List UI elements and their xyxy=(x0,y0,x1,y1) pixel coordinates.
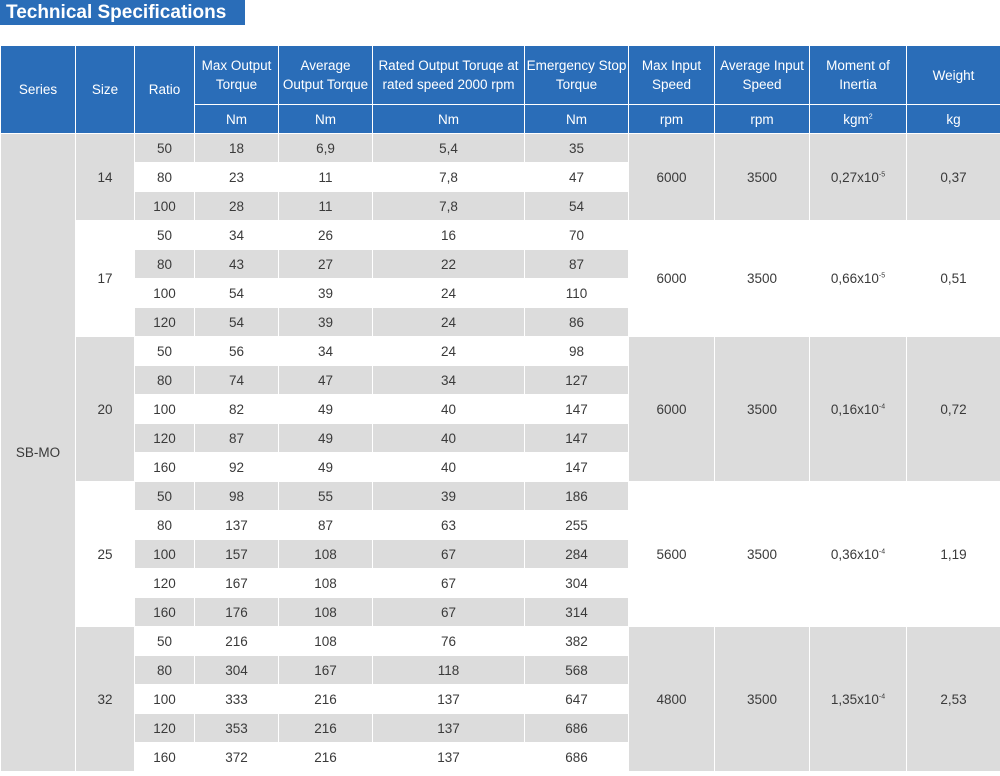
ratio-cell: 160 xyxy=(135,743,195,772)
average-output-torque-cell: 39 xyxy=(279,279,373,308)
average-output-torque-cell: 87 xyxy=(279,511,373,540)
max-output-torque-cell: 333 xyxy=(195,685,279,714)
average-output-torque-cell: 216 xyxy=(279,685,373,714)
unit-emergency-stop-torque: Nm xyxy=(525,105,629,134)
moment-of-inertia-cell xyxy=(810,337,907,482)
inertia-exponent: -4 xyxy=(878,548,886,555)
ratio-cell: 120 xyxy=(135,308,195,337)
inertia-base: 0,27x10 xyxy=(830,169,879,185)
header-weight: Weight xyxy=(907,46,1000,105)
rated-output-torque-cell: 7,8 xyxy=(373,163,525,192)
rated-output-torque-cell: 5,4 xyxy=(373,134,525,163)
weight-cell: 2,53 xyxy=(907,627,1000,772)
max-output-torque-cell: 54 xyxy=(195,308,279,337)
average-output-torque-cell: 39 xyxy=(279,308,373,337)
max-input-speed-cell: 5600 xyxy=(629,482,715,627)
header-average-input-speed: Average Input Speed xyxy=(715,46,810,105)
emergency-stop-torque-cell: 304 xyxy=(525,569,629,598)
weight-cell: 1,19 xyxy=(907,482,1000,627)
page-title: Technical Specifications xyxy=(0,0,245,25)
rated-output-torque-cell: 63 xyxy=(373,511,525,540)
max-output-torque-cell: 216 xyxy=(195,627,279,656)
inertia-base: 0,16x10 xyxy=(830,401,879,417)
unit-average-output-torque: Nm xyxy=(279,105,373,134)
emergency-stop-torque-cell: 47 xyxy=(525,163,629,192)
average-input-speed-cell: 3500 xyxy=(715,134,810,221)
ratio-cell: 50 xyxy=(135,134,195,163)
table-row xyxy=(1,627,1000,656)
emergency-stop-torque-cell: 110 xyxy=(525,279,629,308)
max-output-torque-cell: 372 xyxy=(195,743,279,772)
ratio-cell: 160 xyxy=(135,453,195,482)
inertia-base: 0,36x10 xyxy=(830,546,879,562)
emergency-stop-torque-cell: 86 xyxy=(525,308,629,337)
unit-rated-output-torque: Nm xyxy=(373,105,525,134)
max-input-speed-cell: 6000 xyxy=(629,134,715,221)
emergency-stop-torque-cell: 186 xyxy=(525,482,629,511)
average-input-speed-cell: 3500 xyxy=(715,482,810,627)
max-output-torque-cell: 74 xyxy=(195,366,279,395)
size-cell: 25 xyxy=(76,482,135,627)
moment-of-inertia-cell xyxy=(810,482,907,627)
emergency-stop-torque-cell: 127 xyxy=(525,366,629,395)
size-cell: 17 xyxy=(76,221,135,337)
specifications-table xyxy=(0,45,1000,772)
ratio-cell: 50 xyxy=(135,627,195,656)
ratio-cell: 50 xyxy=(135,482,195,511)
max-output-torque-cell: 167 xyxy=(195,569,279,598)
average-output-torque-cell: 49 xyxy=(279,395,373,424)
ratio-cell: 100 xyxy=(135,540,195,569)
rated-output-torque-cell: 137 xyxy=(373,714,525,743)
average-output-torque-cell: 55 xyxy=(279,482,373,511)
average-output-torque-cell: 26 xyxy=(279,221,373,250)
inertia-exponent: -4 xyxy=(878,403,886,410)
header-emergency-stop-torque: Emergency Stop Torque xyxy=(525,46,629,105)
inertia-exponent: -5 xyxy=(878,171,886,178)
max-output-torque-cell: 98 xyxy=(195,482,279,511)
rated-output-torque-cell: 40 xyxy=(373,453,525,482)
max-output-torque-cell: 157 xyxy=(195,540,279,569)
rated-output-torque-cell: 39 xyxy=(373,482,525,511)
ratio-cell: 100 xyxy=(135,279,195,308)
max-output-torque-cell: 82 xyxy=(195,395,279,424)
header-series: Series xyxy=(1,46,76,134)
weight-cell: 0,37 xyxy=(907,134,1000,221)
ratio-cell: 80 xyxy=(135,511,195,540)
max-output-torque-cell: 28 xyxy=(195,192,279,221)
max-output-torque-cell: 56 xyxy=(195,337,279,366)
unit-weight: kg xyxy=(907,105,1000,134)
rated-output-torque-cell: 24 xyxy=(373,337,525,366)
table-body xyxy=(1,134,1000,772)
emergency-stop-torque-cell: 35 xyxy=(525,134,629,163)
weight-cell: 0,72 xyxy=(907,337,1000,482)
average-output-torque-cell: 27 xyxy=(279,250,373,279)
unit-max-input-speed: rpm xyxy=(629,105,715,134)
rated-output-torque-cell: 40 xyxy=(373,424,525,453)
header-average-output-torque: Average Output Torque xyxy=(279,46,373,105)
moment-of-inertia-cell xyxy=(810,221,907,337)
emergency-stop-torque-cell: 647 xyxy=(525,685,629,714)
ratio-cell: 120 xyxy=(135,424,195,453)
average-output-torque-cell: 108 xyxy=(279,598,373,627)
moment-of-inertia-cell xyxy=(810,627,907,772)
max-output-torque-cell: 23 xyxy=(195,163,279,192)
weight-cell: 0,51 xyxy=(907,221,1000,337)
ratio-cell: 80 xyxy=(135,656,195,685)
emergency-stop-torque-cell: 87 xyxy=(525,250,629,279)
unit-moment-of-inertia xyxy=(810,105,907,134)
rated-output-torque-cell: 22 xyxy=(373,250,525,279)
unit-inertia-exponent: 2 xyxy=(868,113,873,120)
ratio-cell: 100 xyxy=(135,192,195,221)
max-output-torque-cell: 353 xyxy=(195,714,279,743)
emergency-stop-torque-cell: 147 xyxy=(525,453,629,482)
emergency-stop-torque-cell: 314 xyxy=(525,598,629,627)
average-output-torque-cell: 216 xyxy=(279,714,373,743)
size-cell: 14 xyxy=(76,134,135,221)
emergency-stop-torque-cell: 54 xyxy=(525,192,629,221)
ratio-cell: 100 xyxy=(135,395,195,424)
header-row xyxy=(1,46,1000,105)
size-cell: 32 xyxy=(76,627,135,772)
average-input-speed-cell: 3500 xyxy=(715,627,810,772)
average-output-torque-cell: 34 xyxy=(279,337,373,366)
average-input-speed-cell: 3500 xyxy=(715,221,810,337)
rated-output-torque-cell: 67 xyxy=(373,540,525,569)
header-moment-of-inertia: Moment of Inertia xyxy=(810,46,907,105)
unit-average-input-speed: rpm xyxy=(715,105,810,134)
average-output-torque-cell: 167 xyxy=(279,656,373,685)
average-output-torque-cell: 49 xyxy=(279,424,373,453)
max-output-torque-cell: 54 xyxy=(195,279,279,308)
average-output-torque-cell: 108 xyxy=(279,540,373,569)
ratio-cell: 100 xyxy=(135,685,195,714)
ratio-cell: 120 xyxy=(135,714,195,743)
inertia-exponent: -4 xyxy=(878,693,886,700)
table-row xyxy=(1,134,1000,163)
header-rated-output-torque: Rated Output Toruqe at rated speed 2000 rpm xyxy=(373,46,525,105)
rated-output-torque-cell: 40 xyxy=(373,395,525,424)
max-output-torque-cell: 176 xyxy=(195,598,279,627)
average-output-torque-cell: 49 xyxy=(279,453,373,482)
average-output-torque-cell: 108 xyxy=(279,627,373,656)
max-output-torque-cell: 43 xyxy=(195,250,279,279)
ratio-cell: 80 xyxy=(135,163,195,192)
max-output-torque-cell: 304 xyxy=(195,656,279,685)
table-row xyxy=(1,482,1000,511)
rated-output-torque-cell: 137 xyxy=(373,685,525,714)
emergency-stop-torque-cell: 284 xyxy=(525,540,629,569)
rated-output-torque-cell: 24 xyxy=(373,279,525,308)
average-output-torque-cell: 11 xyxy=(279,163,373,192)
rated-output-torque-cell: 76 xyxy=(373,627,525,656)
max-output-torque-cell: 18 xyxy=(195,134,279,163)
average-input-speed-cell: 3500 xyxy=(715,337,810,482)
rated-output-torque-cell: 16 xyxy=(373,221,525,250)
header-size: Size xyxy=(76,46,135,134)
ratio-cell: 80 xyxy=(135,366,195,395)
average-output-torque-cell: 216 xyxy=(279,743,373,772)
emergency-stop-torque-cell: 255 xyxy=(525,511,629,540)
moment-of-inertia-cell xyxy=(810,134,907,221)
emergency-stop-torque-cell: 686 xyxy=(525,743,629,772)
emergency-stop-torque-cell: 382 xyxy=(525,627,629,656)
table-row xyxy=(1,221,1000,250)
rated-output-torque-cell: 137 xyxy=(373,743,525,772)
ratio-cell: 160 xyxy=(135,598,195,627)
rated-output-torque-cell: 118 xyxy=(373,656,525,685)
max-input-speed-cell: 4800 xyxy=(629,627,715,772)
max-input-speed-cell: 6000 xyxy=(629,337,715,482)
series-cell: SB-MO xyxy=(1,134,76,772)
rated-output-torque-cell: 7,8 xyxy=(373,192,525,221)
inertia-base: 1,35x10 xyxy=(830,691,879,707)
rated-output-torque-cell: 67 xyxy=(373,569,525,598)
ratio-cell: 50 xyxy=(135,221,195,250)
max-output-torque-cell: 92 xyxy=(195,453,279,482)
emergency-stop-torque-cell: 98 xyxy=(525,337,629,366)
rated-output-torque-cell: 67 xyxy=(373,598,525,627)
max-output-torque-cell: 87 xyxy=(195,424,279,453)
emergency-stop-torque-cell: 70 xyxy=(525,221,629,250)
header-max-input-speed: Max Input Speed xyxy=(629,46,715,105)
rated-output-torque-cell: 24 xyxy=(373,308,525,337)
header-ratio: Ratio xyxy=(135,46,195,134)
ratio-cell: 50 xyxy=(135,337,195,366)
inertia-base: 0,66x10 xyxy=(830,271,879,286)
rated-output-torque-cell: 34 xyxy=(373,366,525,395)
average-output-torque-cell: 108 xyxy=(279,569,373,598)
header-max-output-torque: Max Output Torque xyxy=(195,46,279,105)
average-output-torque-cell: 47 xyxy=(279,366,373,395)
max-input-speed-cell: 6000 xyxy=(629,221,715,337)
ratio-cell: 120 xyxy=(135,569,195,598)
emergency-stop-torque-cell: 568 xyxy=(525,656,629,685)
emergency-stop-torque-cell: 147 xyxy=(525,395,629,424)
ratio-cell: 80 xyxy=(135,250,195,279)
max-output-torque-cell: 34 xyxy=(195,221,279,250)
table-row xyxy=(1,337,1000,366)
unit-inertia-base: kgm xyxy=(843,111,869,127)
unit-max-output-torque: Nm xyxy=(195,105,279,134)
emergency-stop-torque-cell: 686 xyxy=(525,714,629,743)
emergency-stop-torque-cell: 147 xyxy=(525,424,629,453)
size-cell: 20 xyxy=(76,337,135,482)
inertia-exponent: -5 xyxy=(878,272,886,280)
average-output-torque-cell: 6,9 xyxy=(279,134,373,163)
max-output-torque-cell: 137 xyxy=(195,511,279,540)
average-output-torque-cell: 11 xyxy=(279,192,373,221)
